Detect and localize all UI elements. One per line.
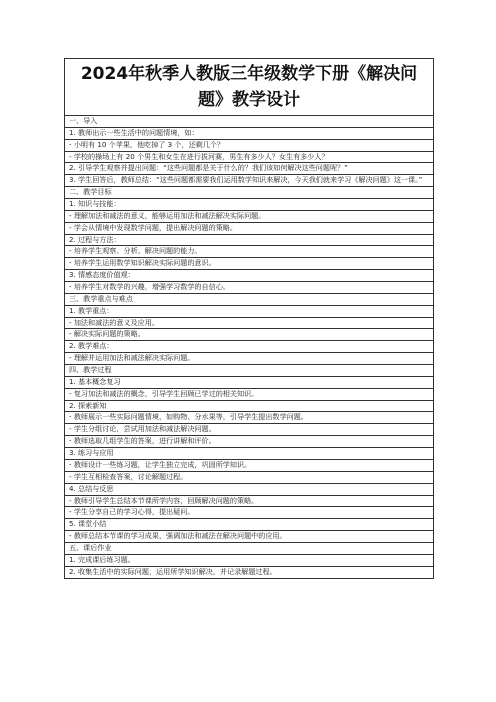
- content-row: [65, 222, 434, 234]
- content-row: [65, 353, 434, 365]
- content-row: [65, 519, 434, 531]
- content-row: [65, 317, 434, 329]
- content-row: [65, 341, 434, 353]
- content-cell: 2. 收集生活中的实际问题，运用所学知识解决，并记录解题过程。: [65, 566, 434, 578]
- content-cell: - 学校的操场上有 20 个男生和女生在进行拔河赛，男生有多少人？女生有多少人？: [65, 151, 434, 163]
- content-cell: 3. 情感态度价值观：: [65, 270, 434, 282]
- content-cell: - 教师选取几组学生的答案，进行讲解和评价。: [65, 436, 434, 448]
- content-row: [65, 127, 434, 139]
- content-row: [65, 542, 434, 554]
- content-cell: 二、教学目标: [65, 187, 434, 199]
- content-row: [65, 531, 434, 543]
- content-row: [65, 388, 434, 400]
- content-cell: - 培养学生观察、分析、解决问题的能力。: [65, 246, 434, 258]
- content-row: [65, 329, 434, 341]
- content-cell: 三、教学重点与难点: [65, 293, 434, 305]
- content-row: [65, 187, 434, 199]
- content-row: [65, 246, 434, 258]
- content-cell: - 学生分享自己的学习心得，提出疑问。: [65, 507, 434, 519]
- content-row: [65, 282, 434, 294]
- content-cell: 一、导入: [65, 116, 434, 128]
- content-cell: - 加法和减法的意义及应用。: [65, 317, 434, 329]
- content-row: [65, 199, 434, 211]
- content-cell: - 教师设计一些练习题，让学生独立完成，巩固所学知识。: [65, 459, 434, 471]
- content-row: [65, 270, 434, 282]
- content-row: [65, 412, 434, 424]
- content-cell: - 培养学生运用数学知识解决实际问题的意识。: [65, 258, 434, 270]
- content-cell: 2. 教学难点：: [65, 341, 434, 353]
- content-cell: 3. 练习与应用: [65, 448, 434, 460]
- content-cell: - 解决实际问题的策略。: [65, 329, 434, 341]
- content-cell: - 小明有 10 个苹果，他吃掉了 3 个，还剩几个？: [65, 139, 434, 151]
- content-cell: - 教师展示一些实际问题情境，如购物、分水果等，引导学生提出数学问题。: [65, 412, 434, 424]
- content-row: [65, 483, 434, 495]
- content-cell: 1. 完成课后练习题。: [65, 554, 434, 566]
- content-row: [65, 163, 434, 175]
- content-row: [65, 365, 434, 377]
- content-row: [65, 293, 434, 305]
- content-cell: - 学生分组讨论，尝试用加法和减法解决问题。: [65, 424, 434, 436]
- content-row: [65, 554, 434, 566]
- content-cell: - 教师总结本节课的学习成果，强调加法和减法在解决问题中的应用。: [65, 531, 434, 543]
- content-row: [65, 258, 434, 270]
- content-cell: - 复习加法和减法的概念，引导学生回顾已学过的相关知识。: [65, 388, 434, 400]
- content-row: [65, 459, 434, 471]
- content-row: [65, 151, 434, 163]
- lesson-plan-table: [64, 58, 434, 579]
- content-row: [65, 448, 434, 460]
- content-row: [65, 234, 434, 246]
- content-cell: 1. 基本概念复习: [65, 376, 434, 388]
- content-row: [65, 471, 434, 483]
- content-cell: 2. 过程与方法：: [65, 234, 434, 246]
- content-cell: 3. 学生回答后，教师总结：“这些问题都需要我们运用数学知识来解决，今天我们就来学习《解决问题》这一课。”: [65, 175, 434, 187]
- content-cell: 五、课后作业: [65, 542, 434, 554]
- content-cell: 四、教学过程: [65, 365, 434, 377]
- content-row: [65, 436, 434, 448]
- content-cell: 1. 教学重点：: [65, 305, 434, 317]
- content-cell: - 学会从情境中发现数学问题，提出解决问题的策略。: [65, 222, 434, 234]
- content-cell: 1. 知识与技能：: [65, 199, 434, 211]
- content-row: [65, 566, 434, 578]
- content-cell: - 学生互相检查答案，讨论解题过程。: [65, 471, 434, 483]
- content-row: [65, 376, 434, 388]
- content-cell: 4. 总结与反思: [65, 483, 434, 495]
- content-row: [65, 116, 434, 128]
- content-cell: - 理解并运用加法和减法解决实际问题。: [65, 353, 434, 365]
- content-cell: - 培养学生对数学的兴趣，增强学习数学的自信心。: [65, 282, 434, 294]
- content-row: [65, 400, 434, 412]
- content-cell: - 理解加法和减法的意义，能够运用加法和减法解决实际问题。: [65, 210, 434, 222]
- content-cell: - 教师引导学生总结本节课所学内容，回顾解决问题的策略。: [65, 495, 434, 507]
- content-row: [65, 424, 434, 436]
- content-row: [65, 495, 434, 507]
- document-title: 2024年秋季人教版三年级数学下册《解决问题》教学设计: [65, 59, 434, 116]
- content-row: [65, 175, 434, 187]
- content-cell: 1. 教师出示一些生活中的问题情境，如：: [65, 127, 434, 139]
- content-cell: 5. 课堂小结: [65, 519, 434, 531]
- content-row: [65, 139, 434, 151]
- content-cell: 2. 引导学生观察并提出问题：“这些问题都是关于什么的？我们该如何解决这些问题呢？”: [65, 163, 434, 175]
- title-row: [65, 59, 434, 116]
- content-row: [65, 210, 434, 222]
- content-row: [65, 305, 434, 317]
- content-cell: 2. 探索新知: [65, 400, 434, 412]
- content-row: [65, 507, 434, 519]
